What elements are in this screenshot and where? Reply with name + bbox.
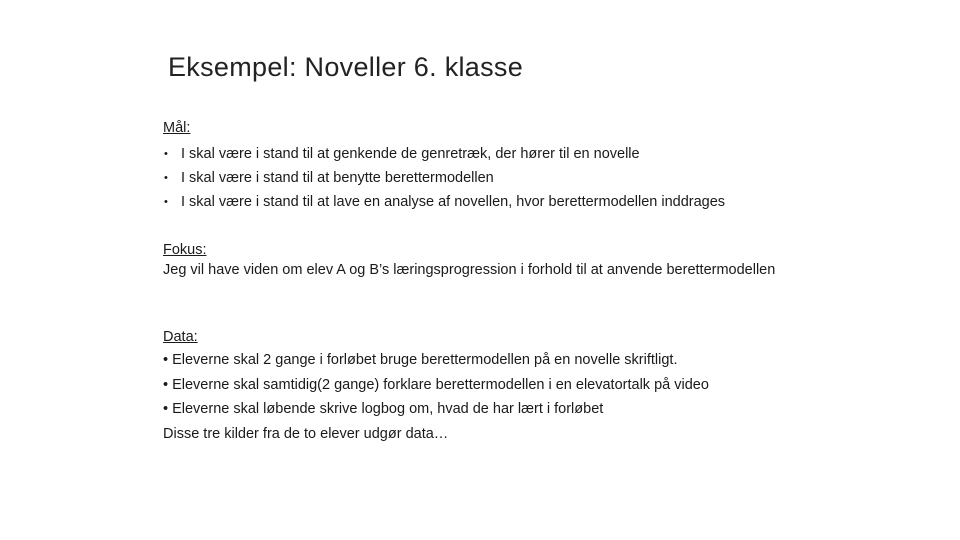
- bullet-icon: •: [164, 196, 168, 208]
- bullet-icon: •: [164, 172, 168, 184]
- goal-item: [163, 166, 725, 190]
- data-item: • Eleverne skal løbende skrive logbog om, hvad de har lært i forløbet: [163, 401, 604, 417]
- data-heading: Data:: [163, 329, 198, 345]
- goal-text: I skal være i stand til at lave en analyse af novellen, hvor berettermodellen inddrages: [181, 194, 726, 210]
- goals-heading: Mål:: [163, 120, 191, 136]
- goal-text: I skal være i stand til at benytte berettermodellen: [181, 170, 494, 186]
- goals-section: [163, 118, 725, 214]
- data-section: [163, 326, 709, 446]
- goal-item: [163, 190, 725, 214]
- goal-item: [163, 142, 725, 166]
- slide-title: Eksempel: Noveller 6. klasse: [168, 52, 524, 82]
- goals-list: [163, 142, 725, 214]
- goal-text: I skal være i stand til at genkende de genretræk, der hører til en novelle: [181, 146, 640, 162]
- data-item: • Eleverne skal 2 gange i forløbet bruge berettermodellen på en novelle skriftligt.: [163, 352, 678, 368]
- bullet-icon: •: [164, 148, 168, 160]
- focus-section: [163, 240, 783, 278]
- focus-text: Jeg vil have viden om elev A og B’s læringsprogression i forhold til at anvende berettermodellen: [163, 262, 776, 278]
- data-item: • Eleverne skal samtidig(2 gange) forklare berettermodellen i en elevatortalk på video: [163, 376, 709, 393]
- focus-heading: Fokus:: [163, 242, 207, 258]
- data-conclusion: Disse tre kilder fra de to elever udgør data…: [163, 425, 449, 442]
